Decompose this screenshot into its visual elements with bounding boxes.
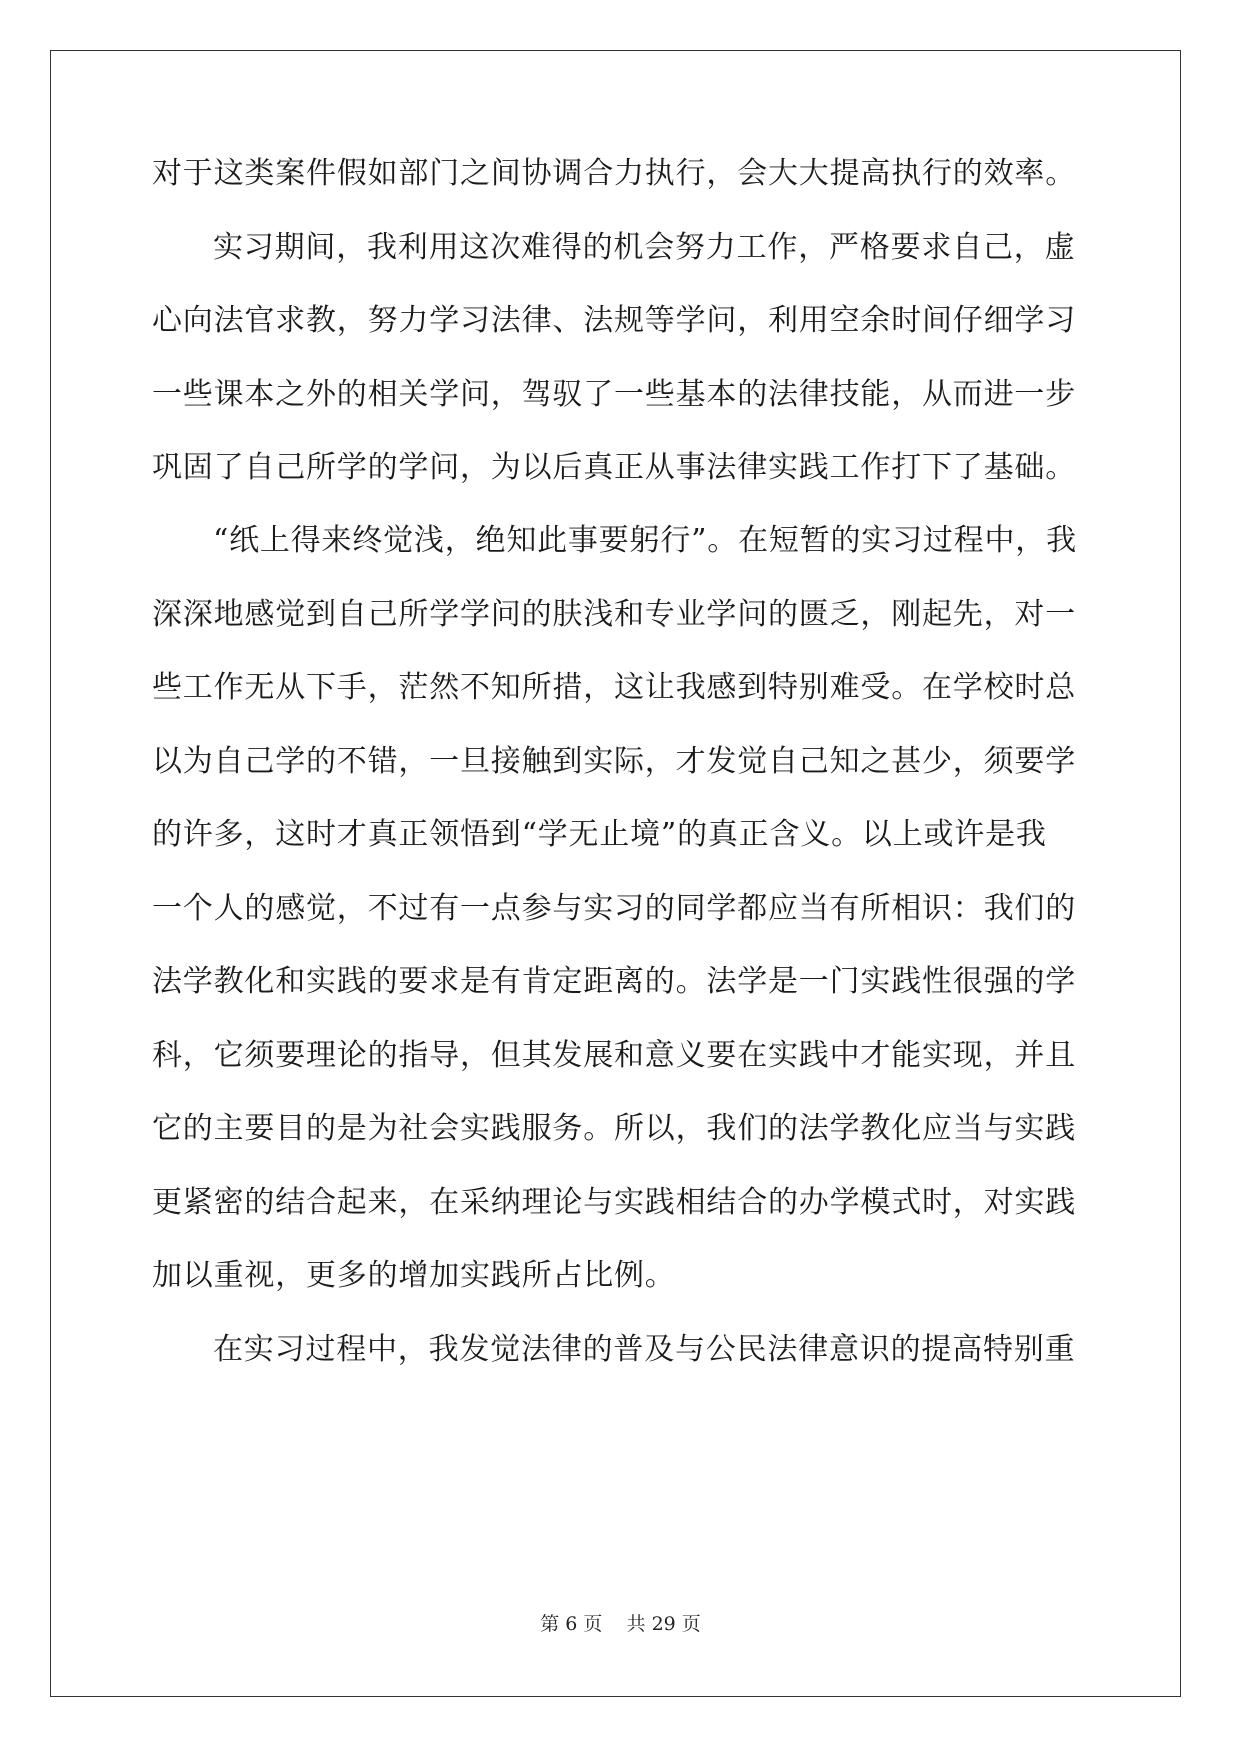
text-line: 对于这类案件假如部门之间协调合力执行，会大大提高执行的效率。 [152,156,1076,191]
page-total: 共 29 页 [626,1613,701,1635]
text-line: 更紧密的结合起来，在采纳理论与实践相结合的办学模式时，对实践 [152,1185,1076,1220]
paragraph-start-line: 在实习过程中，我发觉法律的普及与公民法律意识的提高特别重 [213,1332,1076,1367]
text-line: 些工作无从下手，茫然不知所措，这让我感到特别难受。在学校时总 [152,670,1076,705]
text-line: 巩固了自己所学的学问，为以后真正从事法律实践工作打下了基础。 [152,450,1076,485]
text-line: 以为自己学的不错，一旦接触到实际，才发觉自己知之甚少，须要学 [152,744,1076,779]
paragraph-start-line: 实习期间，我利用这次难得的机会努力工作，严格要求自己，虚 [213,230,1076,265]
text-line: 深深地感觉到自己所学学问的肤浅和专业学问的匮乏，刚起先，对一 [152,597,1076,632]
text-line: 心向法官求教，努力学习法律、法规等学问，利用空余时间仔细学习 [152,303,1076,338]
text-line: 一个人的感觉，不过有一点参与实习的同学都应当有所相识：我们的 [152,891,1076,926]
page-number: 第 6 页 [540,1613,603,1635]
paragraph-start-line: “纸上得来终觉浅，绝知此事要躬行”。在短暂的实习过程中，我 [213,523,1077,558]
page-footer [0,1612,1241,1636]
page-border [50,50,1181,1697]
text-line: 它的主要目的是为社会实践服务。所以，我们的法学教化应当与实践 [152,1111,1076,1146]
text-line: 科，它须要理论的指导，但其发展和意义要在实践中才能实现，并且 [152,1038,1076,1073]
text-line: 的许多，这时才真正领悟到“学无止境”的真正含义。以上或许是我 [152,817,1047,852]
text-line: 法学教化和实践的要求是有肯定距离的。法学是一门实践性很强的学 [152,964,1076,999]
text-line: 一些课本之外的相关学问，驾驭了一些基本的法律技能，从而进一步 [152,377,1076,412]
text-line: 加以重视，更多的增加实践所占比例。 [152,1258,676,1293]
